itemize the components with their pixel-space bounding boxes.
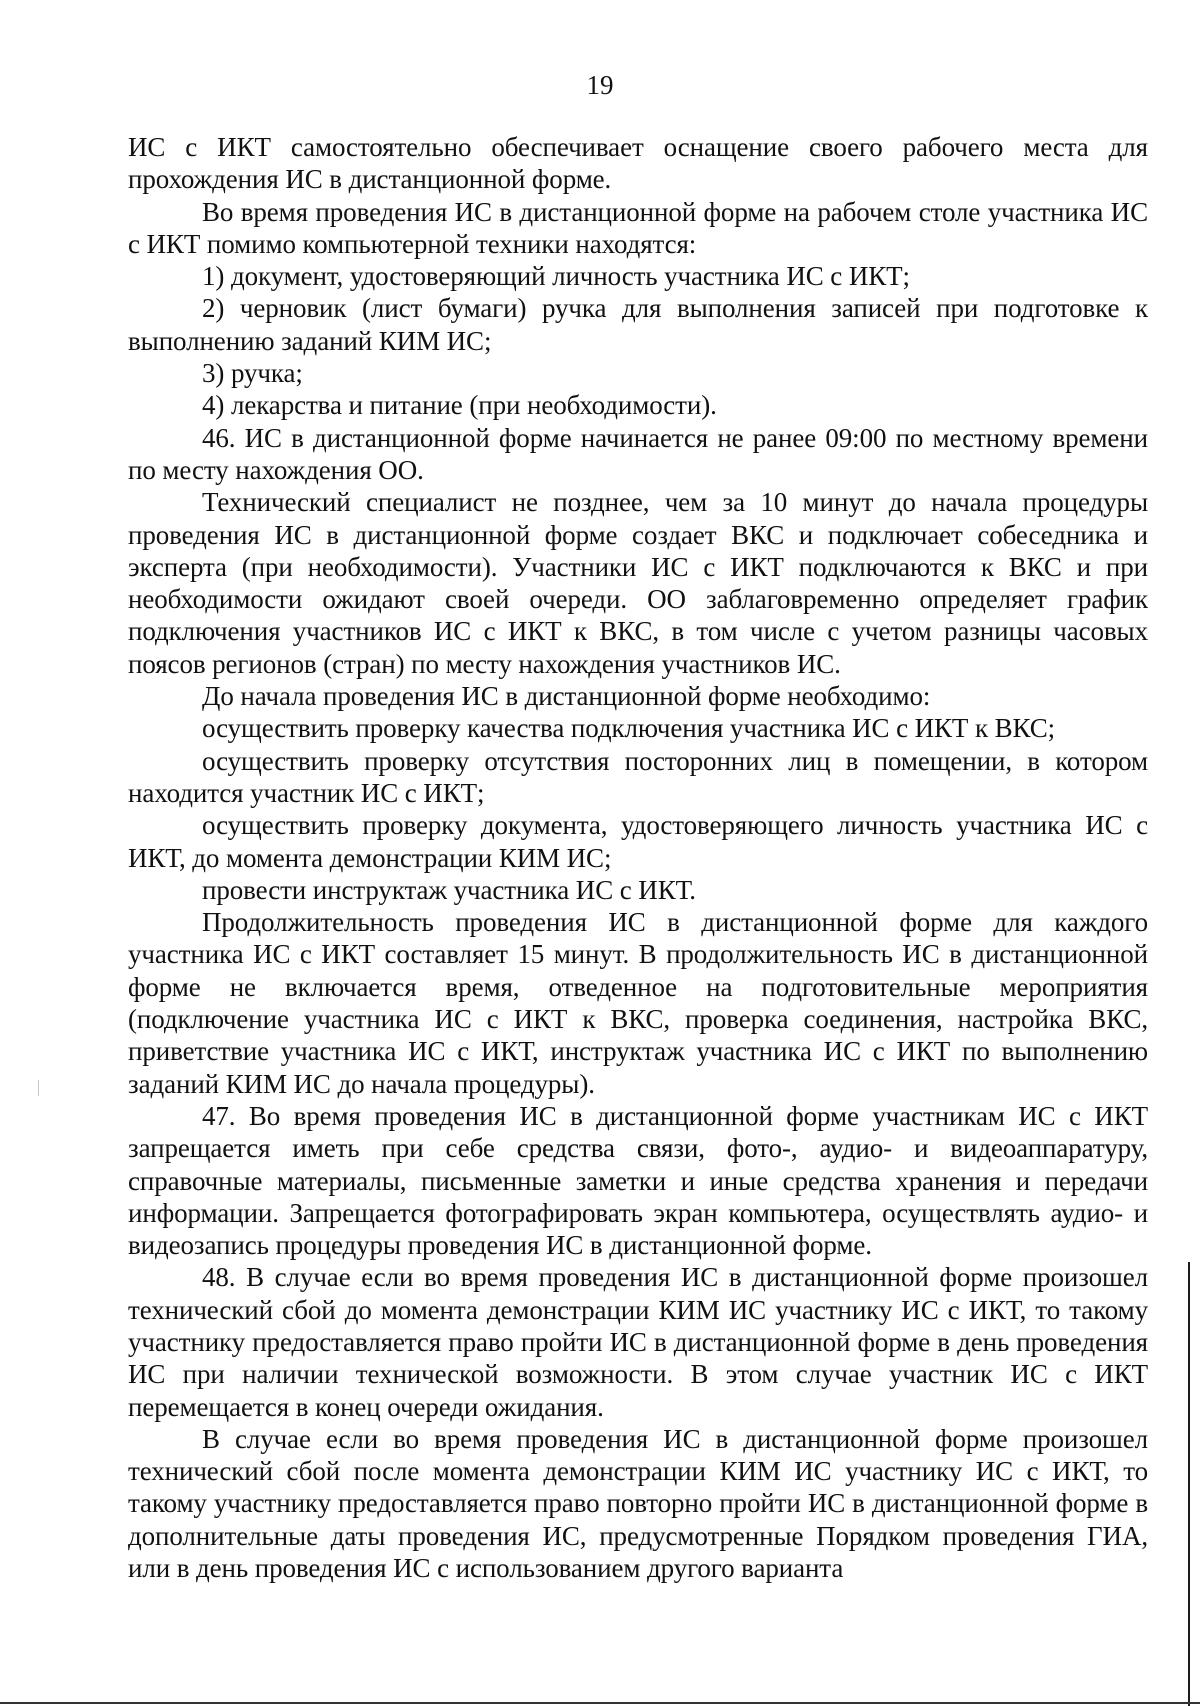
scan-edge-line xyxy=(1188,1262,1190,1706)
list-item: 4) лекарства и питание (при необходимости). xyxy=(202,390,717,421)
paragraph: Во время проведения ИС в дистанционной форме на рабочем столе участника ИС с ИКТ помимо компьютерной техники находятся: xyxy=(128,196,1148,259)
list-item: осуществить проверку качества подключения участника ИС с ИКТ к ВКС; xyxy=(202,713,1056,744)
document-body xyxy=(128,131,1148,1584)
numbered-clause-48: 48. В случае если во время проведения ИС в дистанционной форме произошел технический сбой до момента демонстрации КИМ ИС участнику ИС с ИКТ, то такому участнику предоставляется право пройти ИС в дистанционной форме в день проведения ИС при наличии технической возможности. В этом случае участник ИС с ИКТ перемещается в конец очереди ожидания. xyxy=(128,1262,1148,1422)
paragraph: Продолжительность проведения ИС в дистанционной форме для каждого участника ИС с ИКТ составляет 15 минут. В продолжительность ИС в дистанционной форме не включается время, отведенное на подготовительные мероприятия (подключение участника ИС с ИКТ к ВКС, проверка соединения, настройка ВКС, приветствие участника ИС с ИКТ, инструктаж участника ИС с ИКТ по выполнению заданий КИМ ИС до начала процедуры). xyxy=(128,907,1148,1099)
numbered-clause-46: 46. ИС в дистанционной форме начинается не ранее 09:00 по местному времени по месту нахождения ОО. xyxy=(128,422,1148,485)
list-item: осуществить проверку отсутствия посторонних лиц в помещении, в котором находится участник ИС с ИКТ; xyxy=(128,745,1148,808)
list-item: провести инструктаж участника ИС с ИКТ. xyxy=(202,874,696,905)
paragraph: ИС с ИКТ самостоятельно обеспечивает оснащение своего рабочего места для прохождения ИС в дистанционной форме. xyxy=(128,132,1148,195)
list-item: 1) документ, удостоверяющий личность участника ИС с ИКТ; xyxy=(202,261,910,292)
scan-mark xyxy=(38,1080,39,1096)
paragraph: В случае если во время проведения ИС в дистанционной форме произошел технический сбой после момента демонстрации КИМ ИС участнику ИС с ИКТ, то такому участнику предоставляется право повторно пройти ИС в дистанционной форме в дополнительные даты проведения ИС, предусмотренные Порядком проведения ГИА, или в день проведения ИС с использованием другого варианта xyxy=(128,1423,1148,1584)
list-item: 3) ручка; xyxy=(202,358,303,389)
paragraph: Технический специалист не позднее, чем за 10 минут до начала процедуры проведения ИС в дистанционной форме создает ВКС и подключает собеседника и эксперта (при необходимости). Участники ИС с ИКТ подключаются к ВКС и при необходимости ожидают своей очереди. ОО заблаговременно определяет график подключения участников ИС с ИКТ к ВКС, в том числе с учетом разницы часовых поясов регионов (стран) по месту нахождения участников ИС. xyxy=(128,487,1148,679)
paragraph: До начала проведения ИС в дистанционной форме необходимо: xyxy=(202,681,931,712)
numbered-clause-47: 47. Во время проведения ИС в дистанционной форме участникам ИС с ИКТ запрещается иметь при себе средства связи, фото-, аудио- и видеоаппаратуру, справочные материалы, письменные заметки и иные средства хранения и передачи информации. Запрещается фотографировать экран компьютера, осуществлять аудио- и видеозапись процедуры проведения ИС в дистанционной форме. xyxy=(128,1100,1148,1261)
list-item: 2) черновик (лист бумаги) ручка для выполнения записей при подготовке к выполнению заданий КИМ ИС; xyxy=(128,293,1148,356)
list-item: осуществить проверку документа, удостоверяющего личность участника ИС с ИКТ, до момента демонстрации КИМ ИС; xyxy=(128,810,1148,873)
scan-bottom-edge xyxy=(0,1702,1200,1704)
page-number: 19 xyxy=(586,70,614,100)
